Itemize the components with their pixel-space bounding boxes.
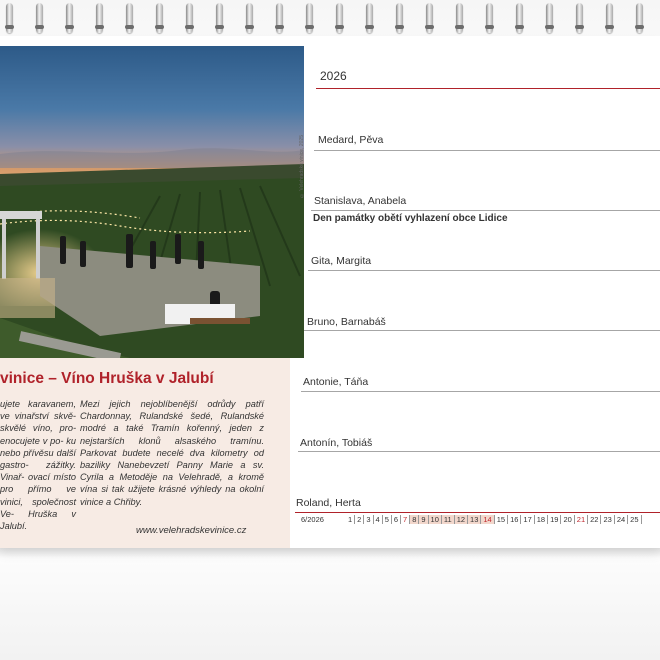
spiral-ring [396,3,403,33]
spiral-ring [366,3,373,33]
spiral-ring [516,3,523,33]
month-day: 4 [374,515,383,524]
month-day: 11 [442,515,455,524]
day-line-1 [314,150,660,151]
spiral-ring [126,3,133,33]
calendar-year: 2026 [320,69,347,83]
info-text-column-2 [80,398,264,508]
month-day: 12 [455,515,468,524]
spiral-ring [276,3,283,33]
day-line-4 [304,330,660,331]
month-day: 5 [383,515,392,524]
month-day: 25 [628,515,641,524]
day-names-4: Bruno, Barnabáš [307,316,386,328]
month-day: 10 [429,515,442,524]
month-day: 18 [535,515,548,524]
month-day: 23 [601,515,614,524]
spiral-ring [546,3,553,33]
spiral-ring [336,3,343,33]
spiral-ring [186,3,193,33]
photo-copyright: © Velehradské vinice, 2025 [299,135,305,198]
website-link[interactable]: www.velehradskevinice.cz [136,525,247,536]
month-day: 7 [401,515,410,524]
info-text-column-1 [0,398,76,532]
month-day: 8 [410,515,419,524]
spiral-ring [606,3,613,33]
spiral-ring [66,3,73,33]
month-day: 9 [419,515,428,524]
spiral-ring [486,3,493,33]
page-shadow [0,548,660,558]
spiral-ring [576,3,583,33]
holiday-note: Den památky obětí vyhlazení obce Lidice [313,213,508,224]
spiral-ring [246,3,253,33]
spiral-ring [216,3,223,33]
month-label: 6/2026 [301,515,324,524]
vineyard-photo [0,46,304,358]
month-day: 19 [548,515,561,524]
month-day: 6 [392,515,401,524]
info-title: vinice – Víno Hruška v Jalubí [0,370,214,387]
month-day: 2 [355,515,364,524]
spiral-ring [6,3,13,33]
info-text-1: ujete karavanem, ve vinařství skvě- skvělé víno, pro- enocujete v po- ku nebo přívěsu další gastro- zážitky. Vinař- ovací místo pro přímo ve vinici, společnost Ve- Hruška v Jalubí. [0,399,76,532]
spiral-ring [306,3,313,33]
month-days [346,515,642,526]
day-names-7: Roland, Herta [296,497,361,509]
month-day: 1 [346,515,355,524]
day-line-6 [298,451,660,452]
month-day: 20 [561,515,574,524]
month-day: 15 [495,515,508,524]
spiral-ring [636,3,643,33]
day-names-5: Antonie, Táňa [303,376,369,388]
day-names-6: Antonín, Tobiáš [300,437,373,449]
day-line-2 [311,210,660,211]
day-names-3: Gita, Margita [311,255,372,267]
month-day: 16 [508,515,521,524]
month-day: 21 [575,515,588,524]
spiral-ring [426,3,433,33]
month-day: 14 [481,515,494,524]
spiral-binding [0,0,660,40]
day-line-3 [308,270,660,271]
year-underline [316,88,660,89]
spiral-ring [36,3,43,33]
month-day: 13 [468,515,481,524]
month-day: 24 [615,515,628,524]
month-day: 22 [588,515,601,524]
month-day: 17 [521,515,534,524]
month-day: 3 [364,515,373,524]
spiral-ring [456,3,463,33]
info-text-2: Mezi jejich nejoblíbenější odrůdy patří Chardonnay, Rulandské šedé, Rulandské modré a také Tramín kořenný, jeden z nejstarších klonů alsaského tramínu. Parkovat budete necelé dva kilometry od baziliky Nanebevzetí Panny Marie a sv. Cyrila a Metoděje na Velehradě, a kromě vína si tak užijete krásné výhledy na okolní vinice a Chřiby. [80,399,264,507]
day-names-2: Stanislava, Anabela [314,195,407,207]
day-line-5 [301,391,660,392]
spiral-ring [96,3,103,33]
day-names-1: Medard, Pěva [318,134,384,146]
spiral-ring [156,3,163,33]
